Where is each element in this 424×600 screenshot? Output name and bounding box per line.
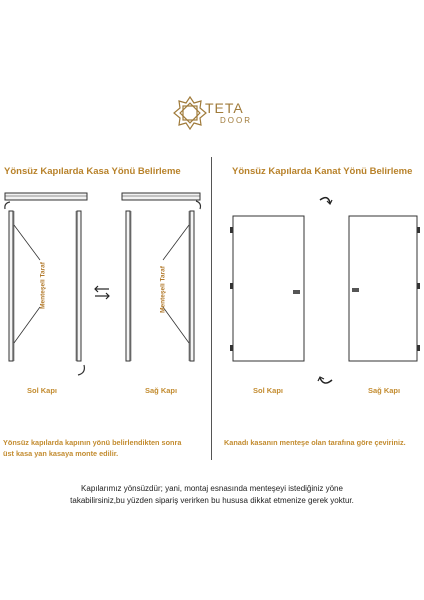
left-note-line1: Yönsüz kapılarda kapının yönü belirlendikten sonra <box>3 438 182 447</box>
left-leaf-hinge-top <box>230 227 233 233</box>
left-panel-note <box>3 437 208 459</box>
rotate-counterclockwise-icon <box>320 378 332 383</box>
left-door-lock-post <box>77 211 81 361</box>
left-panel-caption-right: Sağ Kapı <box>145 386 178 395</box>
left-hinge-side-label: Menteşeli Taraf <box>39 262 47 309</box>
right-leaf-hinge-top <box>417 227 420 233</box>
right-hinge-side-label: Menteşeli Taraf <box>159 266 167 313</box>
right-door-top-frame <box>122 193 200 200</box>
right-leaf-hinge-bottom <box>417 345 420 351</box>
right-rotate-arrow-icon <box>196 201 201 209</box>
logo-emblem-icon <box>172 95 208 131</box>
right-door-lock-post <box>126 211 130 361</box>
right-door-hinge-post <box>190 211 194 361</box>
left-door-hinge-post <box>9 211 13 361</box>
right-panel-title: Yönsüz Kapılarda Kanat Yönü Belirleme <box>232 166 413 177</box>
footer-line1: Kapılarımız yönsüzdür; yani, montaj esnasında menteşeyi istediğiniz yöne <box>81 484 343 493</box>
footer-line2: takabilirsiniz,bu yüzden sipariş verirken bu hususa dikkat etmenize gerek yoktur. <box>70 496 354 505</box>
right-leaf-handle <box>352 288 359 292</box>
right-leaf-hinge-middle <box>417 283 420 289</box>
right-panel-note: Kanadı kasanın menteşe olan tarafına göre çeviriniz. <box>224 438 406 447</box>
left-door-top-frame <box>5 193 87 200</box>
left-panel-title: Yönsüz Kapılarda Kasa Yönü Belirleme <box>4 166 181 177</box>
left-door-leaf <box>233 216 304 361</box>
left-panel-caption-left: Sol Kapı <box>27 386 58 395</box>
left-leaf-handle <box>293 290 300 294</box>
footer-info <box>0 483 424 507</box>
left-note-line2: üst kasa yan kasaya monte edilir. <box>3 449 119 458</box>
right-door-leaf <box>349 216 417 361</box>
right-panel-caption-right: Sağ Kapı <box>368 386 401 395</box>
left-rotate-arrow-icon <box>5 202 10 209</box>
frame-direction-diagram <box>0 185 211 385</box>
brand-sub: DOOR <box>220 116 252 125</box>
brand-name: TETA <box>205 100 244 116</box>
leaf-direction-diagram <box>212 195 424 395</box>
left-right-arrows-icon <box>95 286 109 299</box>
left-leaf-hinge-bottom <box>230 345 233 351</box>
left-leaf-hinge-middle <box>230 283 233 289</box>
right-panel-caption-left: Sol Kapı <box>253 386 284 395</box>
left-bottom-arrow-icon <box>78 365 84 375</box>
